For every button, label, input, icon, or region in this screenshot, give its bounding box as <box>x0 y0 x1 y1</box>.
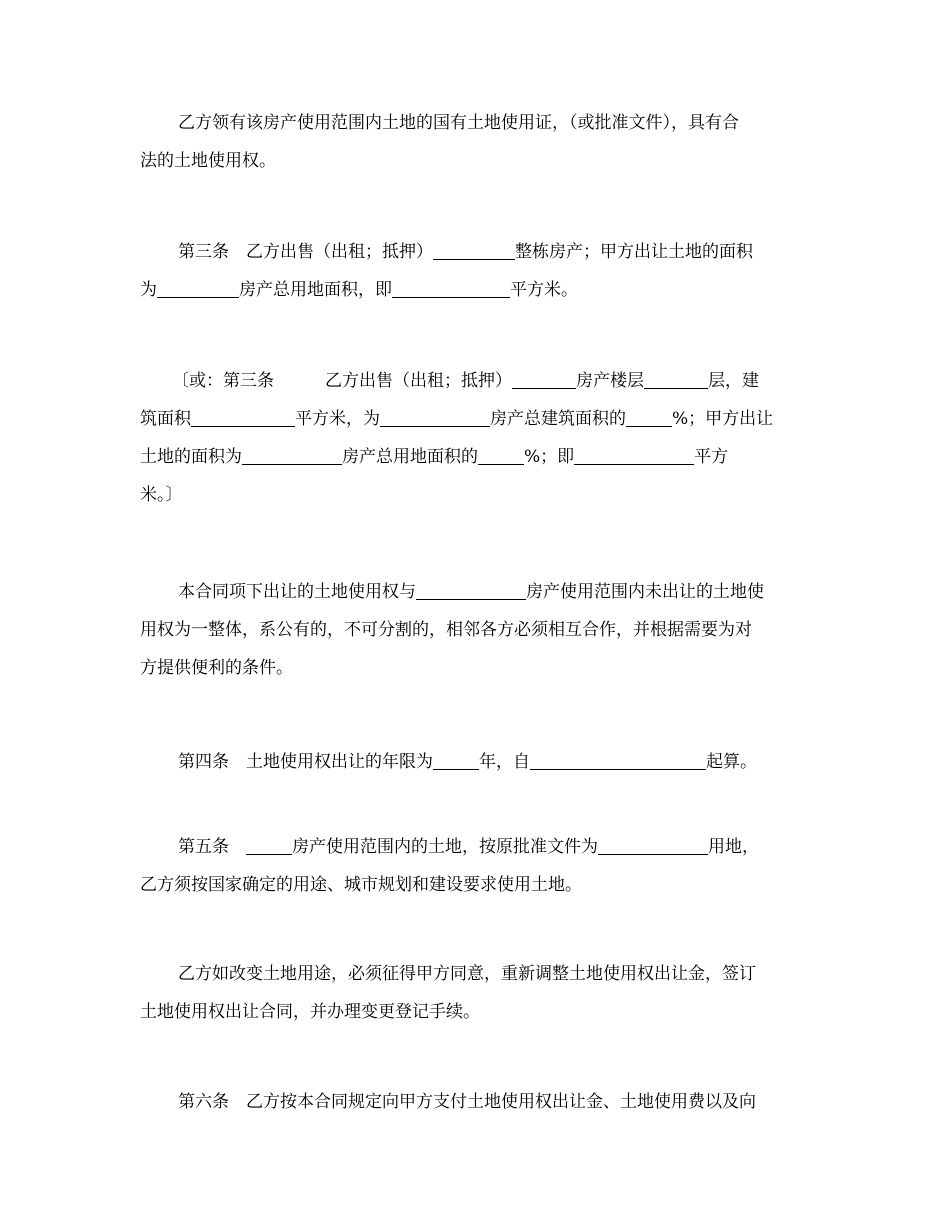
paragraph-article-3 <box>140 233 812 309</box>
fill-blank[interactable] <box>392 279 510 298</box>
text-run: 筑面积 <box>140 409 191 429</box>
text-run: 第四条 土地使用权出让的年限为 <box>178 752 433 772</box>
fill-blank[interactable] <box>598 836 708 855</box>
fill-blank[interactable] <box>433 241 515 260</box>
text-line <box>140 438 812 476</box>
text-run: 起算。 <box>706 752 757 772</box>
paragraph-article-6 <box>140 1083 812 1121</box>
text-line: 乙方须按国家确定的用途、城市规划和建设要求使用土地。 <box>140 875 582 895</box>
paragraph-article-5 <box>140 828 812 904</box>
text-run: 土地的面积为 <box>140 447 242 467</box>
text-line <box>140 362 812 400</box>
paragraph-article-4 <box>140 743 812 781</box>
text-line: 方提供便利的条件。 <box>140 658 293 678</box>
text-run: 房产总用地面积，即 <box>239 280 392 300</box>
text-run: 年，自 <box>479 752 530 772</box>
paragraph-land-use-certificate <box>140 104 812 180</box>
text-line: 法的土地使用权。 <box>140 151 276 171</box>
text-line: 乙方领有该房产使用范围内土地的国有土地使用证，（或批准文件），具有合 <box>178 113 739 133</box>
text-line: 土地使用权出让合同，并办理变更登记手续。 <box>140 1002 480 1022</box>
text-run: 〔或：第三条 乙方出售（出租；抵押） <box>172 371 512 391</box>
text-line <box>140 233 812 271</box>
text-line <box>140 271 812 309</box>
text-run: 层，建 <box>708 371 759 391</box>
paragraph-change-land-use <box>140 955 812 1031</box>
text-run: 第五条 <box>178 837 246 857</box>
text-run: 房产楼层 <box>576 371 644 391</box>
text-run: 本合同项下出让的土地使用权与 <box>178 582 416 602</box>
fill-blank[interactable] <box>626 408 672 427</box>
text-run: 房产使用范围内的土地，按原批准文件为 <box>292 837 598 857</box>
text-run: %；即 <box>524 447 575 467</box>
fill-blank[interactable] <box>246 836 292 855</box>
text-line <box>140 743 812 781</box>
fill-blank[interactable] <box>416 581 526 600</box>
text-run: 用地， <box>708 837 759 857</box>
paragraph-article-3-alternative <box>140 362 812 514</box>
text-line: 乙方如改变土地用途，必须征得甲方同意，重新调整土地使用权出让金，签订 <box>178 964 756 984</box>
text-run: %；甲方出让 <box>672 409 774 429</box>
paragraph-land-use-right-whole <box>140 573 812 687</box>
text-run: 平方米。 <box>510 280 578 300</box>
text-line <box>140 573 812 611</box>
text-run: 为 <box>140 280 157 300</box>
fill-blank[interactable] <box>644 370 708 389</box>
text-run: 第三条 乙方出售（出租；抵押） <box>178 242 433 262</box>
fill-blank[interactable] <box>530 751 706 770</box>
text-run: 平方米，为 <box>295 409 380 429</box>
fill-blank[interactable] <box>157 279 239 298</box>
text-run: 平方 <box>694 447 729 467</box>
text-run: 房产总建筑面积的 <box>490 409 626 429</box>
text-run: 整栋房产；甲方出让土地的面积 <box>515 242 753 262</box>
text-line <box>140 828 812 866</box>
fill-blank[interactable] <box>478 446 524 465</box>
text-run: 房产总用地面积的 <box>342 447 478 467</box>
text-run: 房产使用范围内未出让的土地使 <box>526 582 764 602</box>
fill-blank[interactable] <box>433 751 479 770</box>
fill-blank[interactable] <box>380 408 490 427</box>
fill-blank[interactable] <box>242 446 342 465</box>
fill-blank[interactable] <box>512 370 576 389</box>
text-line <box>140 400 812 438</box>
fill-blank[interactable] <box>574 446 694 465</box>
fill-blank[interactable] <box>191 408 295 427</box>
text-line: 米。〕 <box>140 485 183 505</box>
text-line: 用权为一整体，系公有的，不可分割的，相邻各方必须相互合作，并根据需要为对 <box>140 620 752 640</box>
text-line: 第六条 乙方按本合同规定向甲方支付土地使用权出让金、土地使用费以及向 <box>178 1092 756 1112</box>
